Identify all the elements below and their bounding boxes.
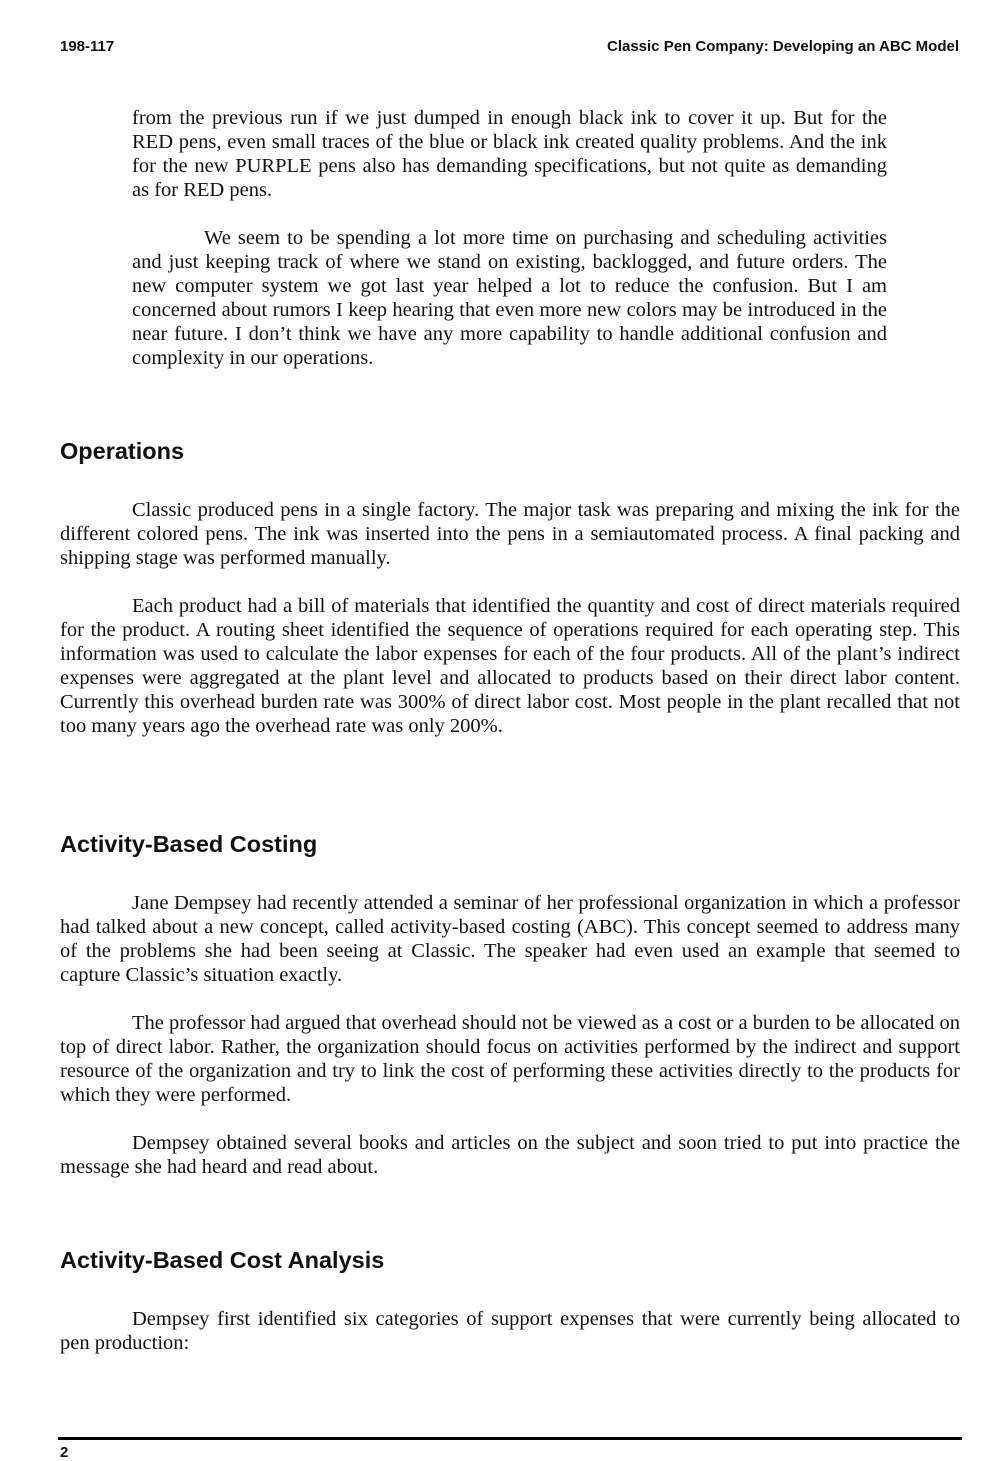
- operations-paragraph-2: Each product had a bill of materials that identified the quantity and cost of direct materials required for the product. A routing sheet identified the sequence of operations required for each operating step. This information was used to calculate the labor expenses for each of the four products. All of the plant’s indirect expenses were aggregated at the plant level and allocated to products based on their direct labor content. Currently this overhead burden rate was 300% of direct labor cost. Most people in the plant recalled that not too many years ago the overhead rate was only 200%.: [60, 595, 960, 737]
- abc-paragraph-2: The professor had argued that overhead should not be viewed as a cost or a burden to be allocated on top of direct labor. Rather, the organization should focus on activities performed by the indirect and support resource of the organization and try to link the cost of performing these activities directly to the products for which they were performed.: [60, 1012, 960, 1106]
- running-title: Classic Pen Company: Developing an ABC Model: [606, 38, 959, 55]
- operations-paragraph-1: Classic produced pens in a single factory. The major task was preparing and mixing the ink for the different colored pens. The ink was inserted into the pens in a semiautomated process. A final packing and shipping stage was performed manually.: [60, 499, 960, 569]
- quote-paragraph-2: We seem to be spending a lot more time on purchasing and scheduling activities and just keeping track of where we stand on existing, backlogged, and future orders. The new computer system we got last year helped a lot to reduce the confusion. But I am concerned about rumors I keep hearing that even more new colors may be introduced in the near future. I don’t think we have any more capability to handle additional confusion and complexity in our operations.: [132, 227, 887, 369]
- abc-paragraph-3: Dempsey obtained several books and articles on the subject and soon tried to put into practice the message she had heard and read about.: [60, 1132, 960, 1178]
- document-number: 198-117: [60, 38, 115, 55]
- abc-analysis-paragraph-1: Dempsey first identified six categories of support expenses that were currently being allocated to pen production:: [60, 1308, 960, 1354]
- footer-rule: [58, 1437, 962, 1440]
- abc-paragraph-1: Jane Dempsey had recently attended a seminar of her professional organization in which a professor had talked about a new concept, called activity-based costing (ABC). This concept seemed to address many of the problems she had been seeing at Classic. The speaker had even used an example that seemed to capture Classic’s situation exactly.: [60, 892, 960, 986]
- abc-heading: Activity-Based Costing: [60, 831, 318, 857]
- page-number: 2: [60, 1444, 69, 1461]
- operations-heading: Operations: [60, 438, 185, 464]
- abc-analysis-heading: Activity-Based Cost Analysis: [60, 1247, 385, 1273]
- quote-paragraph-1: from the previous run if we just dumped in enough black ink to cover it up. But for the RED pens, even small traces of the blue or black ink created quality problems. And the ink for the new PURPLE pens also has demanding specifications, but not quite as demanding as for RED pens.: [132, 107, 887, 201]
